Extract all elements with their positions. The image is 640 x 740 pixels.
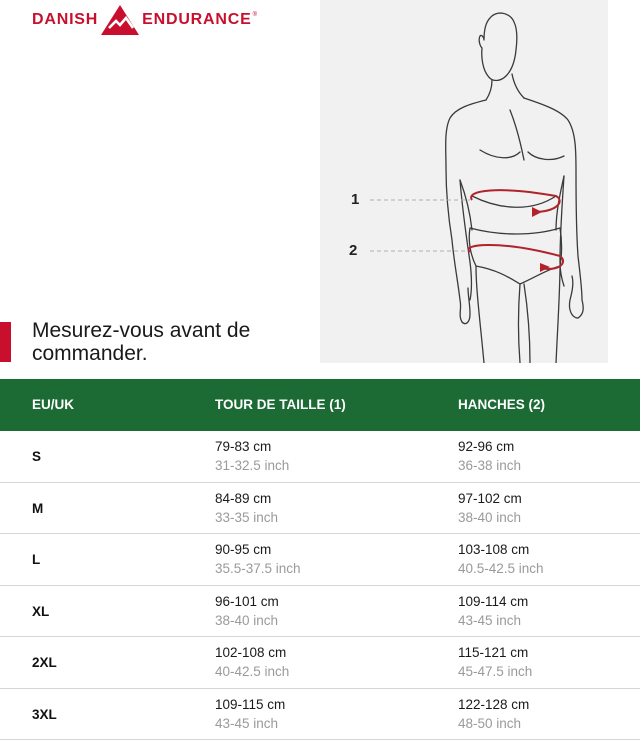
header-waist: TOUR DE TAILLE (1) — [215, 397, 346, 412]
brand-right-word: ENDURANCE — [142, 11, 251, 29]
size-label: S — [32, 449, 41, 464]
measurement-figure — [320, 0, 608, 363]
table-row — [0, 431, 640, 483]
brand-left-word: DANISH — [32, 11, 98, 29]
hips-cell — [458, 695, 529, 733]
waist-cm: 96-101 cm — [215, 592, 279, 611]
table-row — [0, 534, 640, 586]
header-eu-uk: EU/UK — [32, 397, 74, 412]
page-heading: Mesurez-vous avant de commander. — [32, 319, 312, 365]
table-row — [0, 637, 640, 689]
hips-inch: 48-50 inch — [458, 714, 529, 733]
red-accent-bar — [0, 322, 11, 362]
hips-inch: 38-40 inch — [458, 508, 522, 527]
waist-inch: 31-32.5 inch — [215, 456, 289, 475]
hips-cell — [458, 437, 521, 475]
waist-marker-label: 1 — [351, 191, 359, 208]
size-table-header — [0, 379, 640, 431]
waist-cell — [215, 695, 285, 733]
brand-logo — [32, 4, 282, 36]
table-row — [0, 689, 640, 740]
waist-cm: 109-115 cm — [215, 695, 285, 714]
hips-cm: 122-128 cm — [458, 695, 529, 714]
hips-cm: 92-96 cm — [458, 437, 521, 456]
hips-cell — [458, 489, 522, 527]
hips-inch: 45-47.5 inch — [458, 662, 532, 681]
size-label: XL — [32, 604, 49, 619]
waist-cell — [215, 437, 289, 475]
size-label: 2XL — [32, 655, 57, 670]
waist-cm: 79-83 cm — [215, 437, 289, 456]
size-label: 3XL — [32, 707, 57, 722]
waist-cell — [215, 540, 301, 578]
waist-cm: 90-95 cm — [215, 540, 301, 559]
hips-cm: 97-102 cm — [458, 489, 522, 508]
hips-cm: 115-121 cm — [458, 643, 532, 662]
size-table-body — [0, 431, 640, 740]
table-row — [0, 586, 640, 638]
waist-inch: 40-42.5 inch — [215, 662, 289, 681]
waist-cell — [215, 643, 289, 681]
trademark-symbol: ® — [253, 12, 257, 18]
waist-cell — [215, 592, 279, 630]
size-label: M — [32, 501, 43, 516]
hips-cell — [458, 643, 532, 681]
waist-inch: 43-45 inch — [215, 714, 285, 733]
waist-inch: 33-35 inch — [215, 508, 278, 527]
hips-inch: 43-45 inch — [458, 611, 528, 630]
mountain-triangle-logo-icon — [100, 4, 140, 36]
waist-inch: 35.5-37.5 inch — [215, 559, 301, 578]
hips-marker-label: 2 — [349, 242, 357, 259]
hips-cm: 103-108 cm — [458, 540, 544, 559]
hips-inch: 36-38 inch — [458, 456, 521, 475]
waist-cm: 102-108 cm — [215, 643, 289, 662]
body-outline-illustration — [320, 0, 608, 363]
waist-inch: 38-40 inch — [215, 611, 279, 630]
waist-cm: 84-89 cm — [215, 489, 278, 508]
size-label: L — [32, 552, 40, 567]
header-hips: HANCHES (2) — [458, 397, 545, 412]
table-row — [0, 483, 640, 535]
hips-cell — [458, 592, 528, 630]
hips-cm: 109-114 cm — [458, 592, 528, 611]
waist-cell — [215, 489, 278, 527]
hips-cell — [458, 540, 544, 578]
hips-inch: 40.5-42.5 inch — [458, 559, 544, 578]
